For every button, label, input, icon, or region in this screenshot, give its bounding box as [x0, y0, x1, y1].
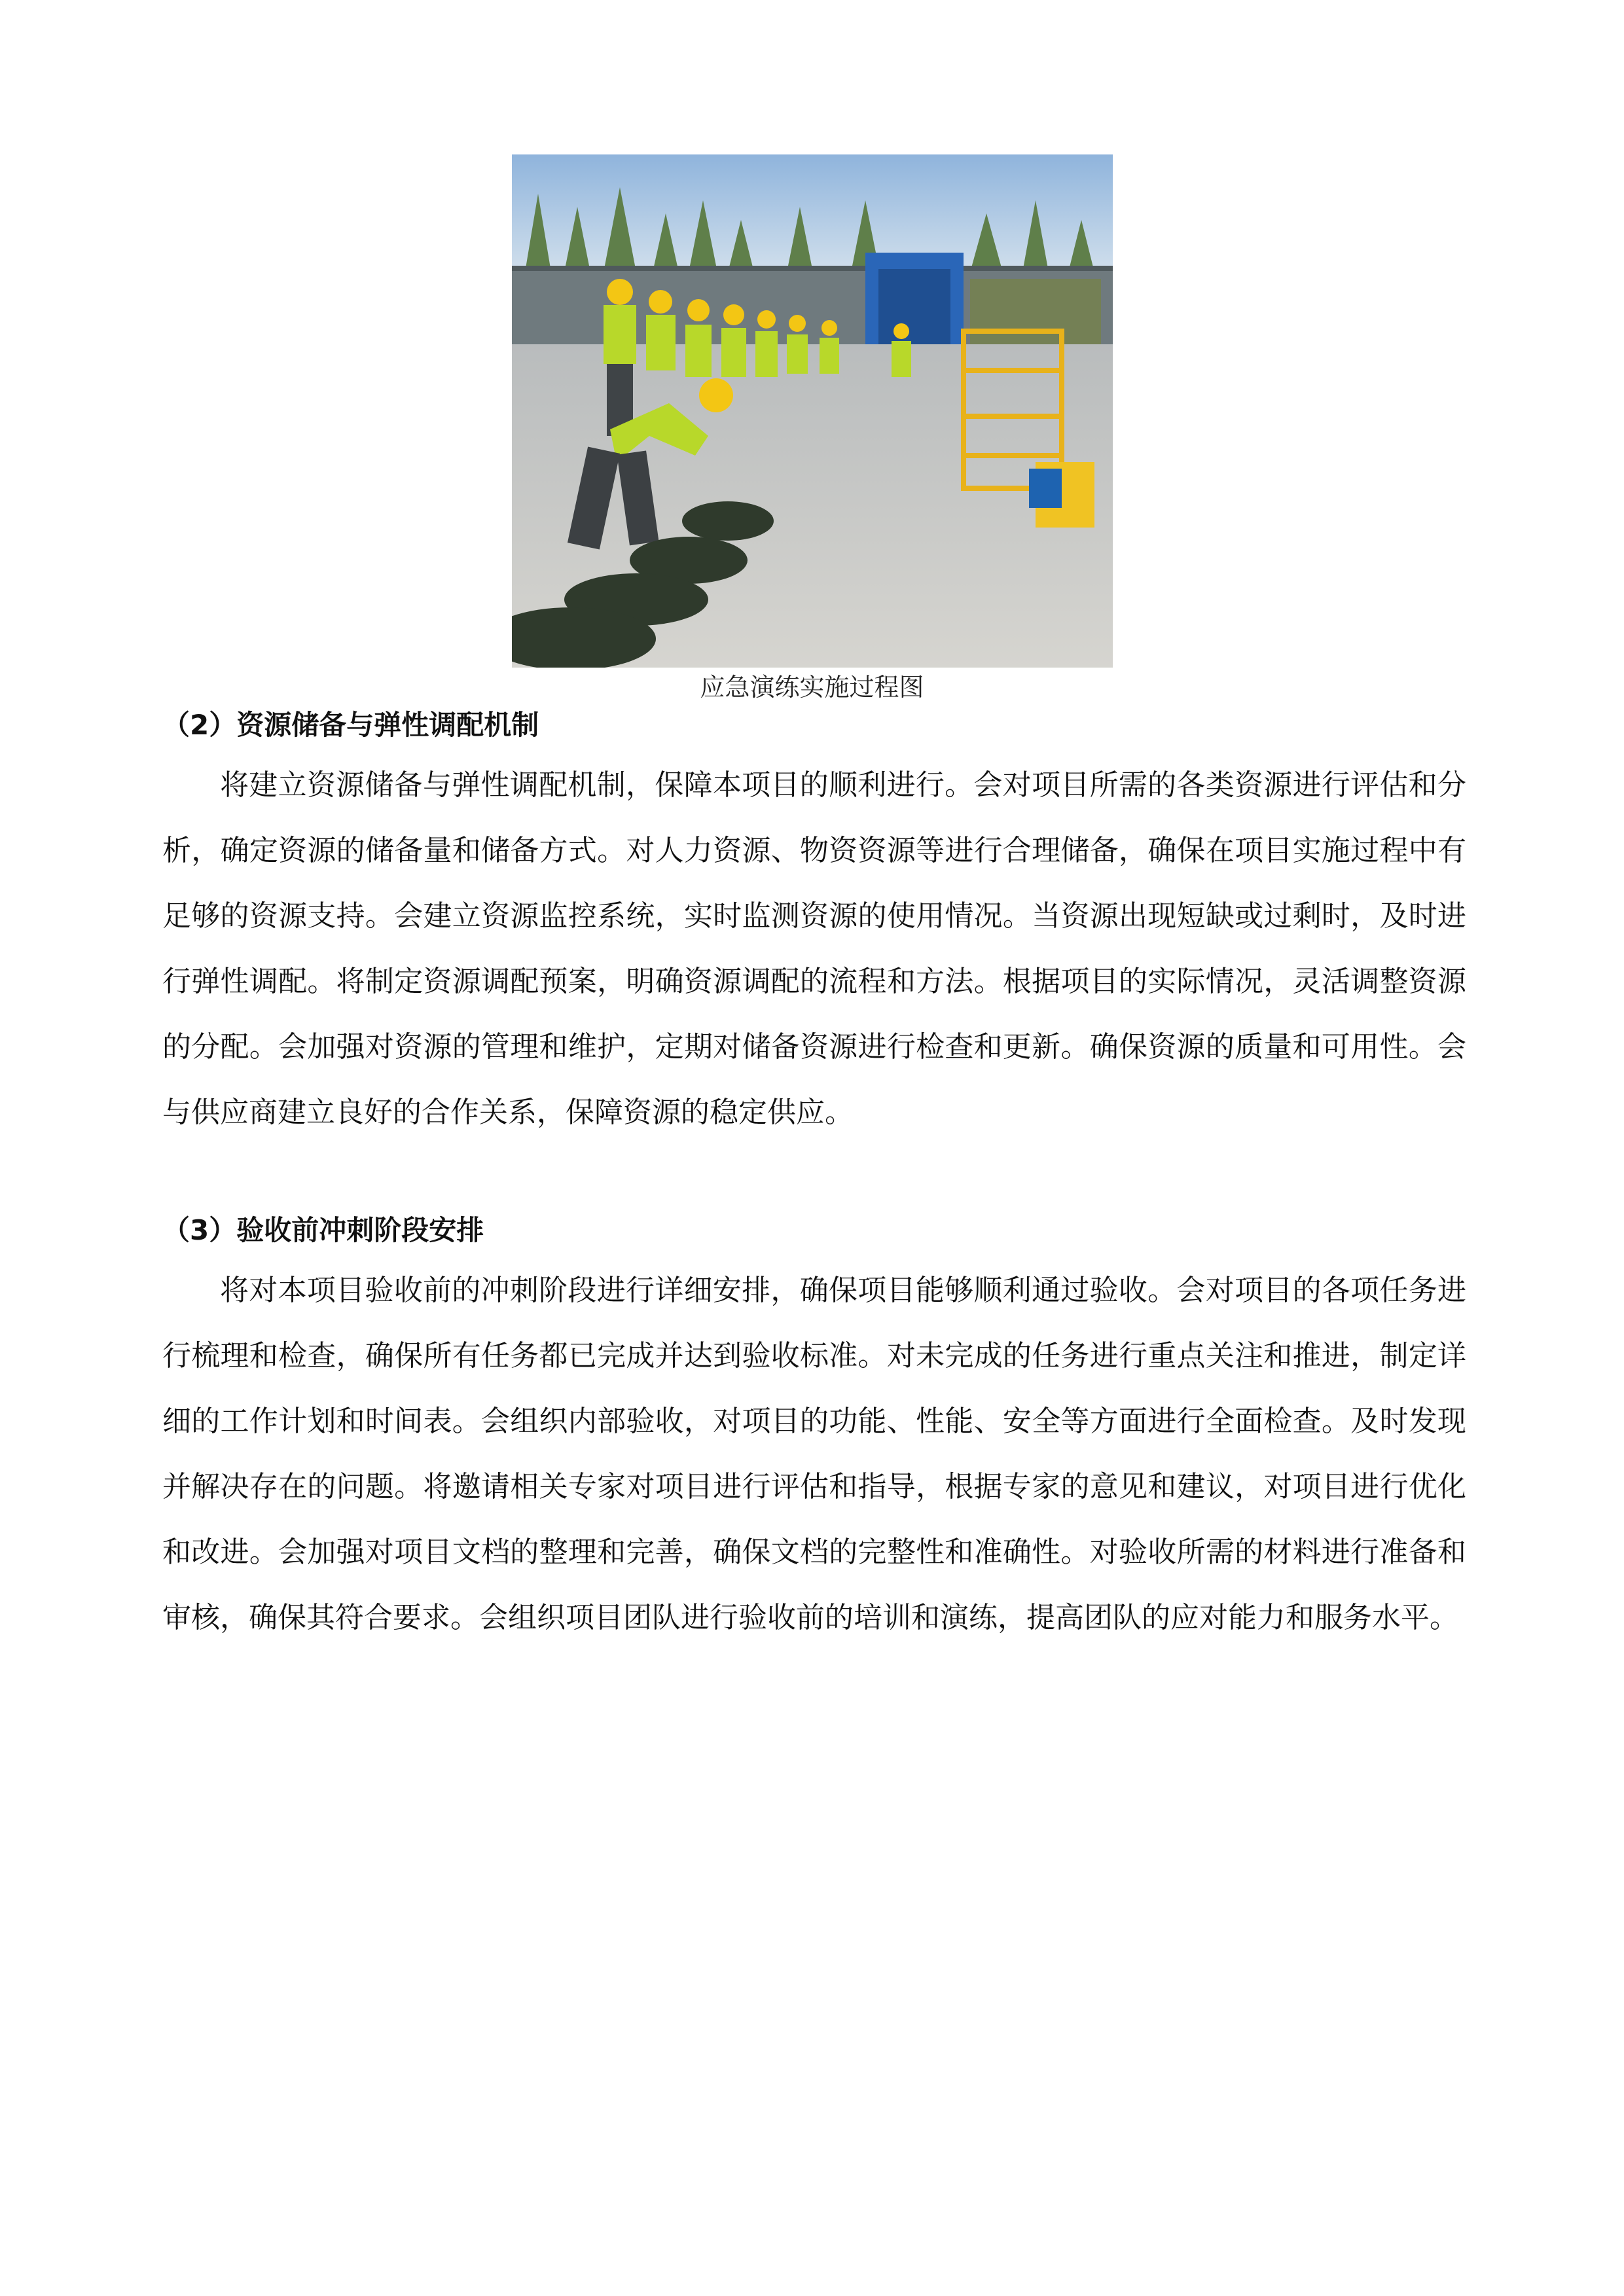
emergency-drill-photo [512, 154, 1113, 668]
section-body-resource-reserve: 将建立资源储备与弹性调配机制，保障本项目的顺利进行。会对项目所需的各类资源进行评估和分析，确定资源的储备量和储备方式。对人力资源、物资资源等进行合理储备，确保在项目实施过程中有足够的资源支持。会建立资源监控系统，实时监测资源的使用情况。当资源出现短缺或过剩时，及时进行弹性调配。将制定资源调配预案，明确资源调配的流程和方法。根据项目的实际情况，灵活调整资源的分配。会加强对资源的管理和维护，定期对储备资源进行检查和更新。确保资源的质量和可用性。会与供应商建立良好的合作关系，保障资源的稳定供应。 [162, 768, 1466, 1129]
section-heading-acceptance-sprint: （3）验收前冲刺阶段安排 [162, 1214, 484, 1246]
section-body-acceptance-sprint: 将对本项目验收前的冲刺阶段进行详细安排，确保项目能够顺利通过验收。会对项目的各项任务进行梳理和检查，确保所有任务都已完成并达到验收标准。对未完成的任务进行重点关注和推进，制定详细的工作计划和时间表。会组织内部验收，对项目的功能、性能、安全等方面进行全面检查。及时发现并解决存在的问题。将邀请相关专家对项目进行评估和指导，根据专家的意见和建议，对项目进行优化和改进。会加强对项目文档的整理和完善，确保文档的完整性和准确性。对验收所需的材料进行准备和审核，确保其符合要求。会组织项目团队进行验收前的培训和演练，提高团队的应对能力和服务水平。 [162, 1274, 1466, 1634]
section-heading-resource-reserve: （2）资源储备与弹性调配机制 [162, 709, 539, 741]
figure-caption: 应急演练实施过程图 [700, 673, 924, 702]
